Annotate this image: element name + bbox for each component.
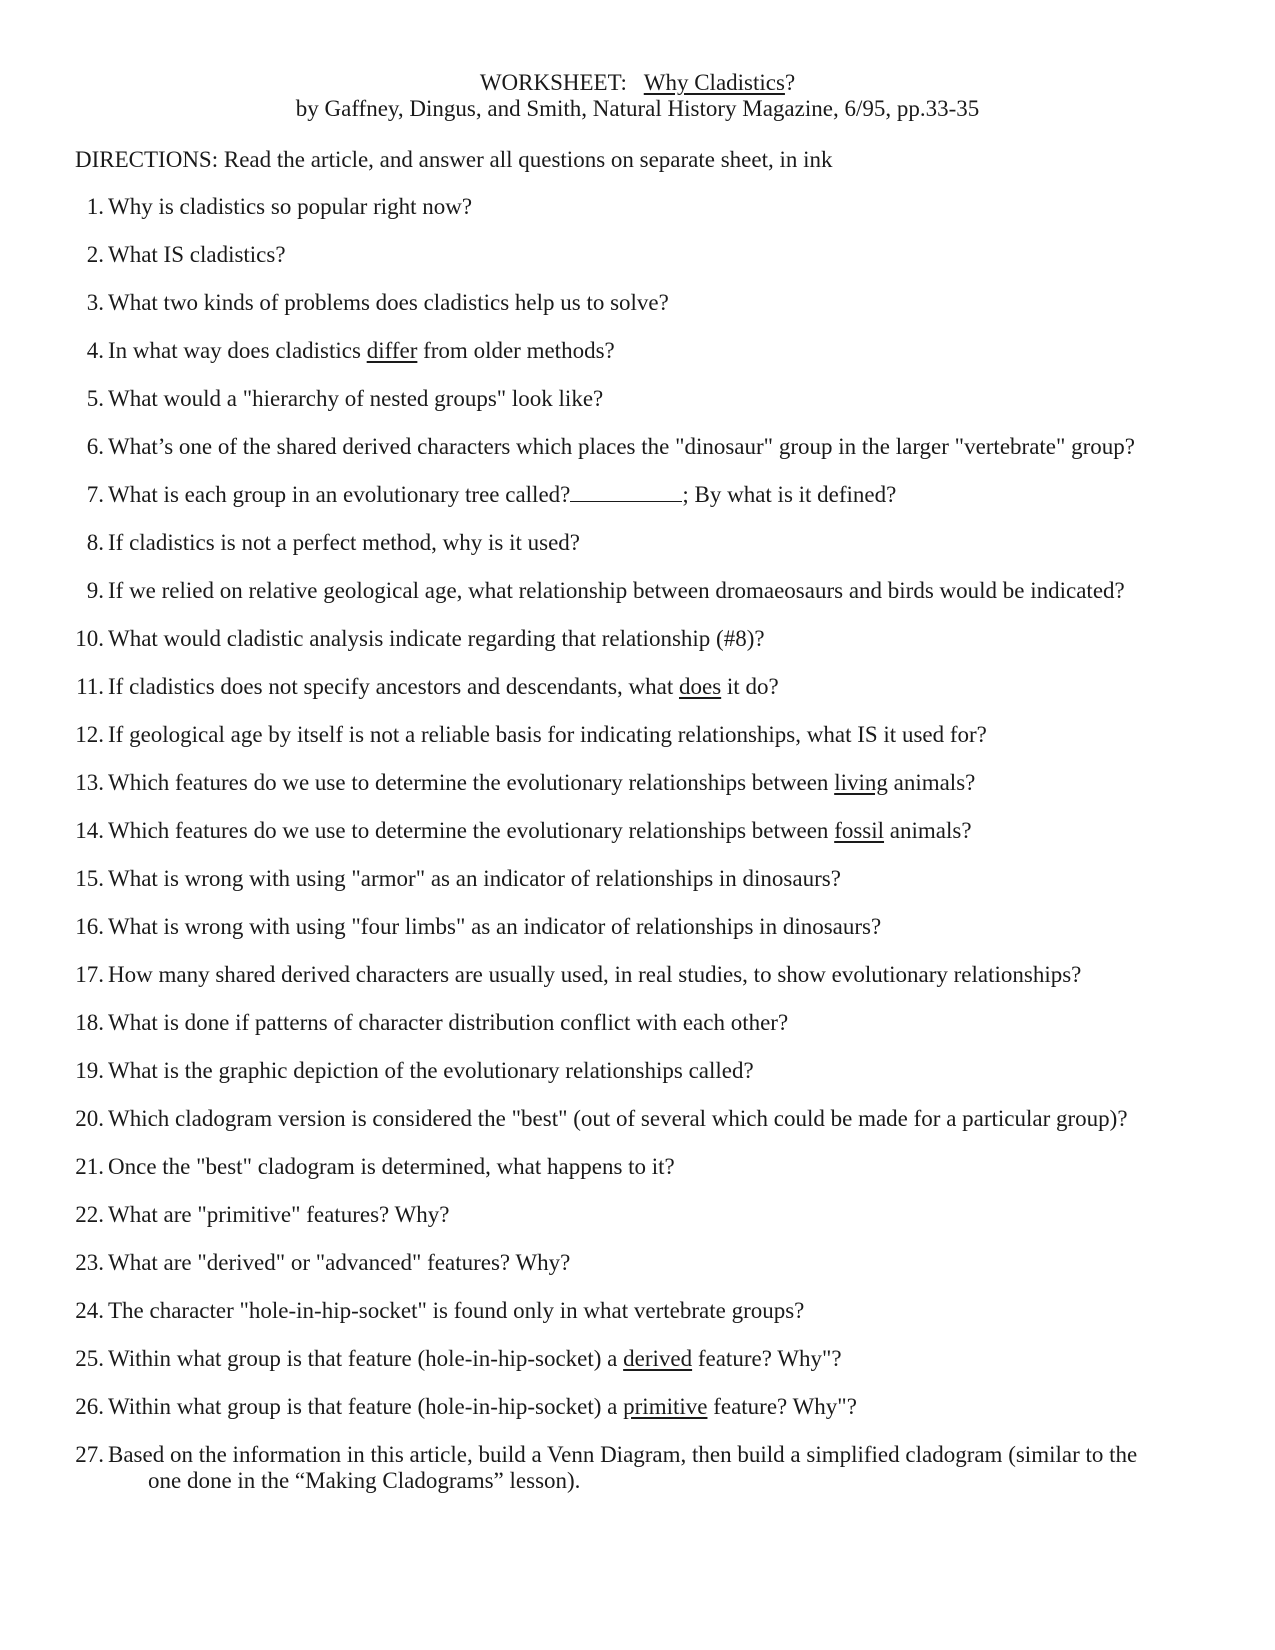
worksheet-title <box>0 70 1275 96</box>
question-text <box>108 1394 857 1420</box>
question-number: 25. <box>75 1346 104 1371</box>
directions: DIRECTIONS: Read the article, and answer all questions on separate sheet, in ink <box>75 147 833 172</box>
question-text-part: feature? Why"? <box>707 1394 857 1419</box>
question-text-part: What IS cladistics? <box>108 242 286 267</box>
underlined-word: differ <box>366 338 418 363</box>
question-text-part: Once the "best" cladogram is determined, what happens to it? <box>108 1154 675 1179</box>
question-text <box>108 1346 842 1372</box>
question-text <box>108 290 669 316</box>
question-text-part: If cladistics is not a perfect method, why is it used? <box>108 530 581 555</box>
question-text-part: from older methods? <box>417 338 615 363</box>
question-text <box>108 866 841 892</box>
question-text <box>108 1442 1137 1468</box>
question-number: 6. <box>86 434 104 459</box>
question-text <box>108 194 472 220</box>
question-text-part: What two kinds of problems does cladistics help us to solve? <box>108 290 669 315</box>
question-number: 17. <box>75 962 104 987</box>
underlined-word: fossil <box>834 818 885 843</box>
title-text: Why Cladistics <box>643 70 785 95</box>
question-number: 2. <box>86 242 104 267</box>
question-text-part: Which features do we use to determine the evolutionary relationships between <box>108 818 835 843</box>
question-text-part: What would a "hierarchy of nested groups" look like? <box>108 386 604 411</box>
question-text <box>108 770 975 796</box>
question-number: 20. <box>75 1106 104 1131</box>
question-text-part: Which features do we use to determine the evolutionary relationships between <box>108 770 835 795</box>
question-number: 1. <box>86 194 104 219</box>
question-number: 16. <box>75 914 104 939</box>
question-number: 18. <box>75 1010 104 1035</box>
underlined-word: primitive <box>623 1394 708 1419</box>
question-number: 21. <box>75 1154 104 1179</box>
question-text-part: animals? <box>884 818 972 843</box>
question-text-part: Within what group is that feature (hole-in-hip-socket) a <box>108 1346 624 1371</box>
question-text <box>108 1106 1128 1132</box>
question-text <box>108 818 972 844</box>
question-text-part: In what way does cladistics <box>108 338 367 363</box>
question-number: 27. <box>75 1442 104 1467</box>
question-text-part: animals? <box>887 770 976 795</box>
question-text <box>108 626 765 652</box>
question-text-part: What would cladistic analysis indicate regarding that relationship (#8)? <box>108 626 765 651</box>
question-text-continued: one done in the “Making Cladograms” lesson). <box>148 1468 581 1493</box>
question-text <box>108 1202 449 1228</box>
question-text-part: The character "hole-in-hip-socket" is found only in what vertebrate groups? <box>108 1298 805 1323</box>
question-text <box>108 386 603 412</box>
question-text <box>108 338 615 364</box>
question-text <box>108 482 896 508</box>
question-text <box>108 722 987 748</box>
question-text <box>108 1154 675 1180</box>
question-text-part: What is done if patterns of character distribution conflict with each other? <box>108 1010 789 1035</box>
citation: by Gaffney, Dingus, and Smith, Natural History Magazine, 6/95, pp.33-35 <box>295 96 980 121</box>
question-number: 19. <box>75 1058 104 1083</box>
question-number: 26. <box>75 1394 104 1419</box>
question-text-part: Why is cladistics so popular right now? <box>108 194 473 219</box>
question-text-part: Which cladogram version is considered the "best" (out of several which could be made for a particular group)? <box>108 1106 1128 1131</box>
underlined-word: derived <box>623 1346 693 1371</box>
underlined-word: does <box>679 674 722 699</box>
question-text-part: What’s one of the shared derived characters which places the "dinosaur" group in the larger "vertebrate" group? <box>108 434 1136 459</box>
question-number: 22. <box>75 1202 104 1227</box>
question-text-part: What is wrong with using "four limbs" as an indicator of relationships in dinosaurs? <box>108 914 882 939</box>
question-text <box>108 674 779 700</box>
question-text-part: Based on the information in this article, build a Venn Diagram, then build a simplified cladogram (similar to the <box>108 1442 1138 1467</box>
question-text <box>108 1250 570 1276</box>
question-number: 15. <box>75 866 104 891</box>
worksheet-header <box>0 70 1275 122</box>
question-text <box>108 1010 788 1036</box>
question-text <box>108 914 881 940</box>
question-number: 23. <box>75 1250 104 1275</box>
question-text <box>108 578 1125 604</box>
question-text <box>108 530 580 556</box>
question-text <box>108 1298 804 1324</box>
question-text-part: How many shared derived characters are usually used, in real studies, to show evolutionary relationships? <box>108 962 1082 987</box>
question-number: 4. <box>86 338 104 363</box>
question-text-part: If geological age by itself is not a reliable basis for indicating relationships, what IS it used for? <box>108 722 987 747</box>
question-text-part: What are "primitive" features? Why? <box>108 1202 450 1227</box>
question-number: 13. <box>75 770 104 795</box>
answer-blank-line <box>570 483 682 502</box>
question-text-part: If cladistics does not specify ancestors and descendants, what <box>108 674 679 699</box>
question-number: 9. <box>86 578 104 603</box>
question-number: 14. <box>75 818 104 843</box>
question-text-part: feature? Why"? <box>692 1346 842 1371</box>
question-text-part: Within what group is that feature (hole-in-hip-socket) a <box>108 1394 624 1419</box>
question-text-part: it do? <box>721 674 779 699</box>
question-text <box>108 434 1135 460</box>
question-number: 11. <box>76 674 104 699</box>
question-number: 10. <box>75 626 104 651</box>
question-text <box>108 1058 754 1084</box>
question-text <box>108 962 1081 988</box>
title-prefix: WORKSHEET: <box>479 70 627 95</box>
underlined-word: living <box>834 770 888 795</box>
question-number: 5. <box>86 386 104 411</box>
question-text-part: What is each group in an evolutionary tree called? <box>108 482 571 507</box>
question-text-part: If we relied on relative geological age, what relationship between dromaeosaurs and birds would be indicated? <box>108 578 1125 603</box>
question-text <box>108 242 286 268</box>
question-number: 8. <box>86 530 104 555</box>
question-text-part: What are "derived" or "advanced" features? Why? <box>108 1250 571 1275</box>
question-number: 7. <box>86 482 104 507</box>
title-suffix: ? <box>784 70 796 95</box>
question-number: 24. <box>75 1298 104 1323</box>
question-number: 12. <box>75 722 104 747</box>
question-number: 3. <box>86 290 104 315</box>
question-text-part: ; By what is it defined? <box>682 482 897 507</box>
question-text-part: What is the graphic depiction of the evolutionary relationships called? <box>108 1058 754 1083</box>
question-text-part: What is wrong with using "armor" as an indicator of relationships in dinosaurs? <box>108 866 841 891</box>
